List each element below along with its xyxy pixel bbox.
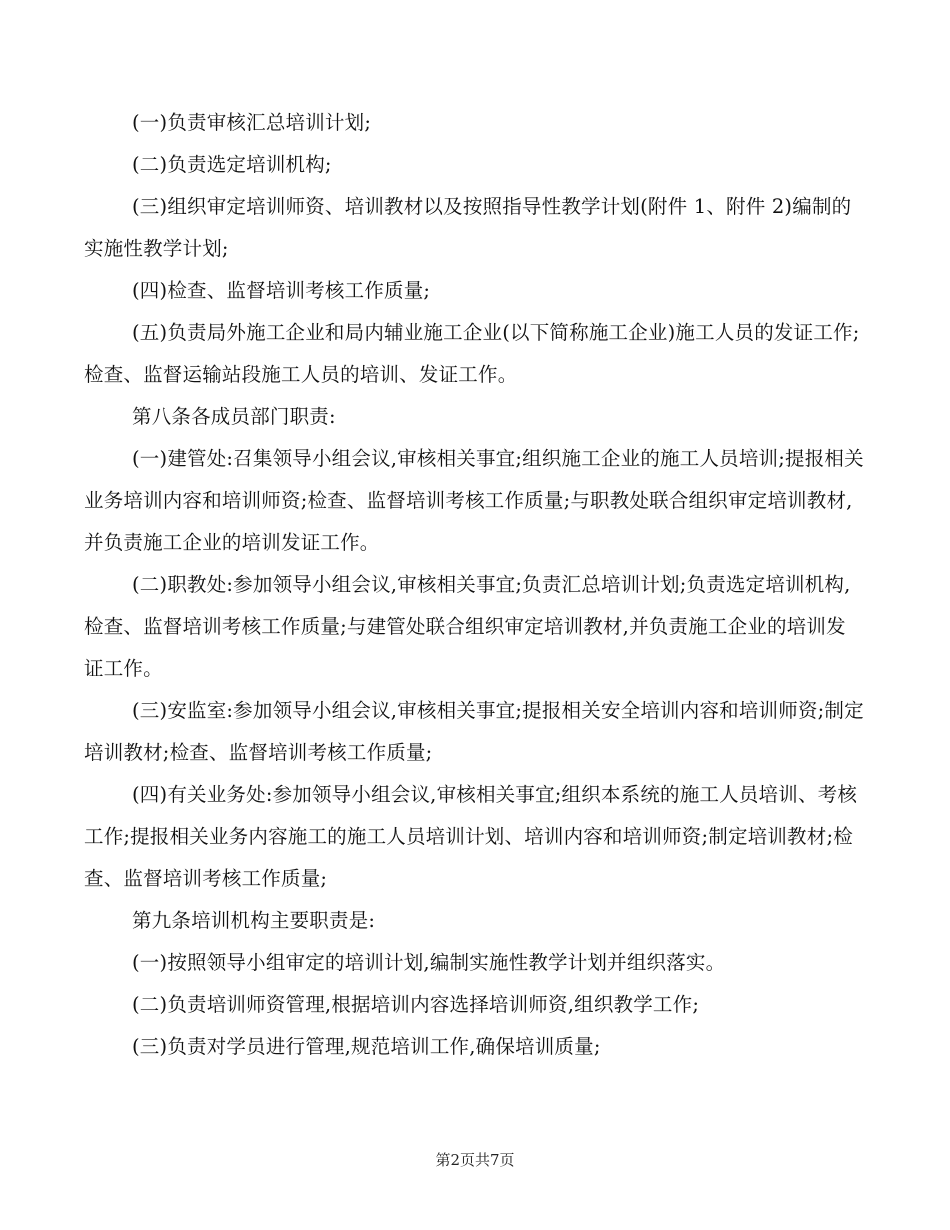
paragraph: (三)负责对学员进行管理,规范培训工作,确保培训质量; (132, 1035, 601, 1058)
paragraph: (一)建管处:召集领导小组会议,审核相关事宜;组织施工企业的施工人员培训;提报相关业务培训内容和培训师资;检查、监督培训考核工作质量;与职教处联合组织审定培训教材,并负责施工企业的培训发证工作。 (84, 447, 864, 554)
article-heading: 第八条各成员部门职责: (132, 405, 336, 428)
paragraph: (二)负责培训师资管理,根据培训内容选择培训师资,组织教学工作; (132, 993, 700, 1016)
paragraph: (一)按照领导小组审定的培训计划,编制实施性教学计划并组织落实。 (132, 951, 726, 974)
paragraph: (五)负责局外施工企业和局内辅业施工企业(以下简称施工企业)施工人员的发证工作;检查、监督运输站段施工人员的培训、发证工作。 (84, 321, 860, 386)
paragraph: (四)有关业务处:参加领导小组会议,审核相关事宜;组织本系统的施工人员培训、考核工作;提报相关业务内容施工的施工人员培训计划、培训内容和培训师资;制定培训教材;检查、监督培训考核工作质量; (84, 783, 858, 890)
paragraph: (三)组织审定培训师资、培训教材以及按照指导性教学计划(附件 1、附件 2)编制的实施性教学计划; (84, 195, 852, 260)
paragraph: (二)职教处:参加领导小组会议,审核相关事宜;负责汇总培训计划;负责选定培训机构,检查、监督培训考核工作质量;与建管处联合组织审定培训教材,并负责施工企业的培训发证工作。 (84, 573, 851, 680)
paragraph: (三)安监室:参加领导小组会议,审核相关事宜;提报相关安全培训内容和培训师资;制定培训教材;检查、监督培训考核工作质量; (84, 699, 864, 764)
paragraph: (四)检查、监督培训考核工作质量; (132, 279, 431, 302)
article-heading: 第九条培训机构主要职责是: (132, 909, 376, 932)
paragraph: (一)负责审核汇总培训计划; (132, 111, 372, 134)
page-number-footer: 第2页共7页 (435, 1151, 515, 1169)
document-body (84, 102, 864, 1068)
paragraph: (二)负责选定培训机构; (132, 153, 332, 176)
